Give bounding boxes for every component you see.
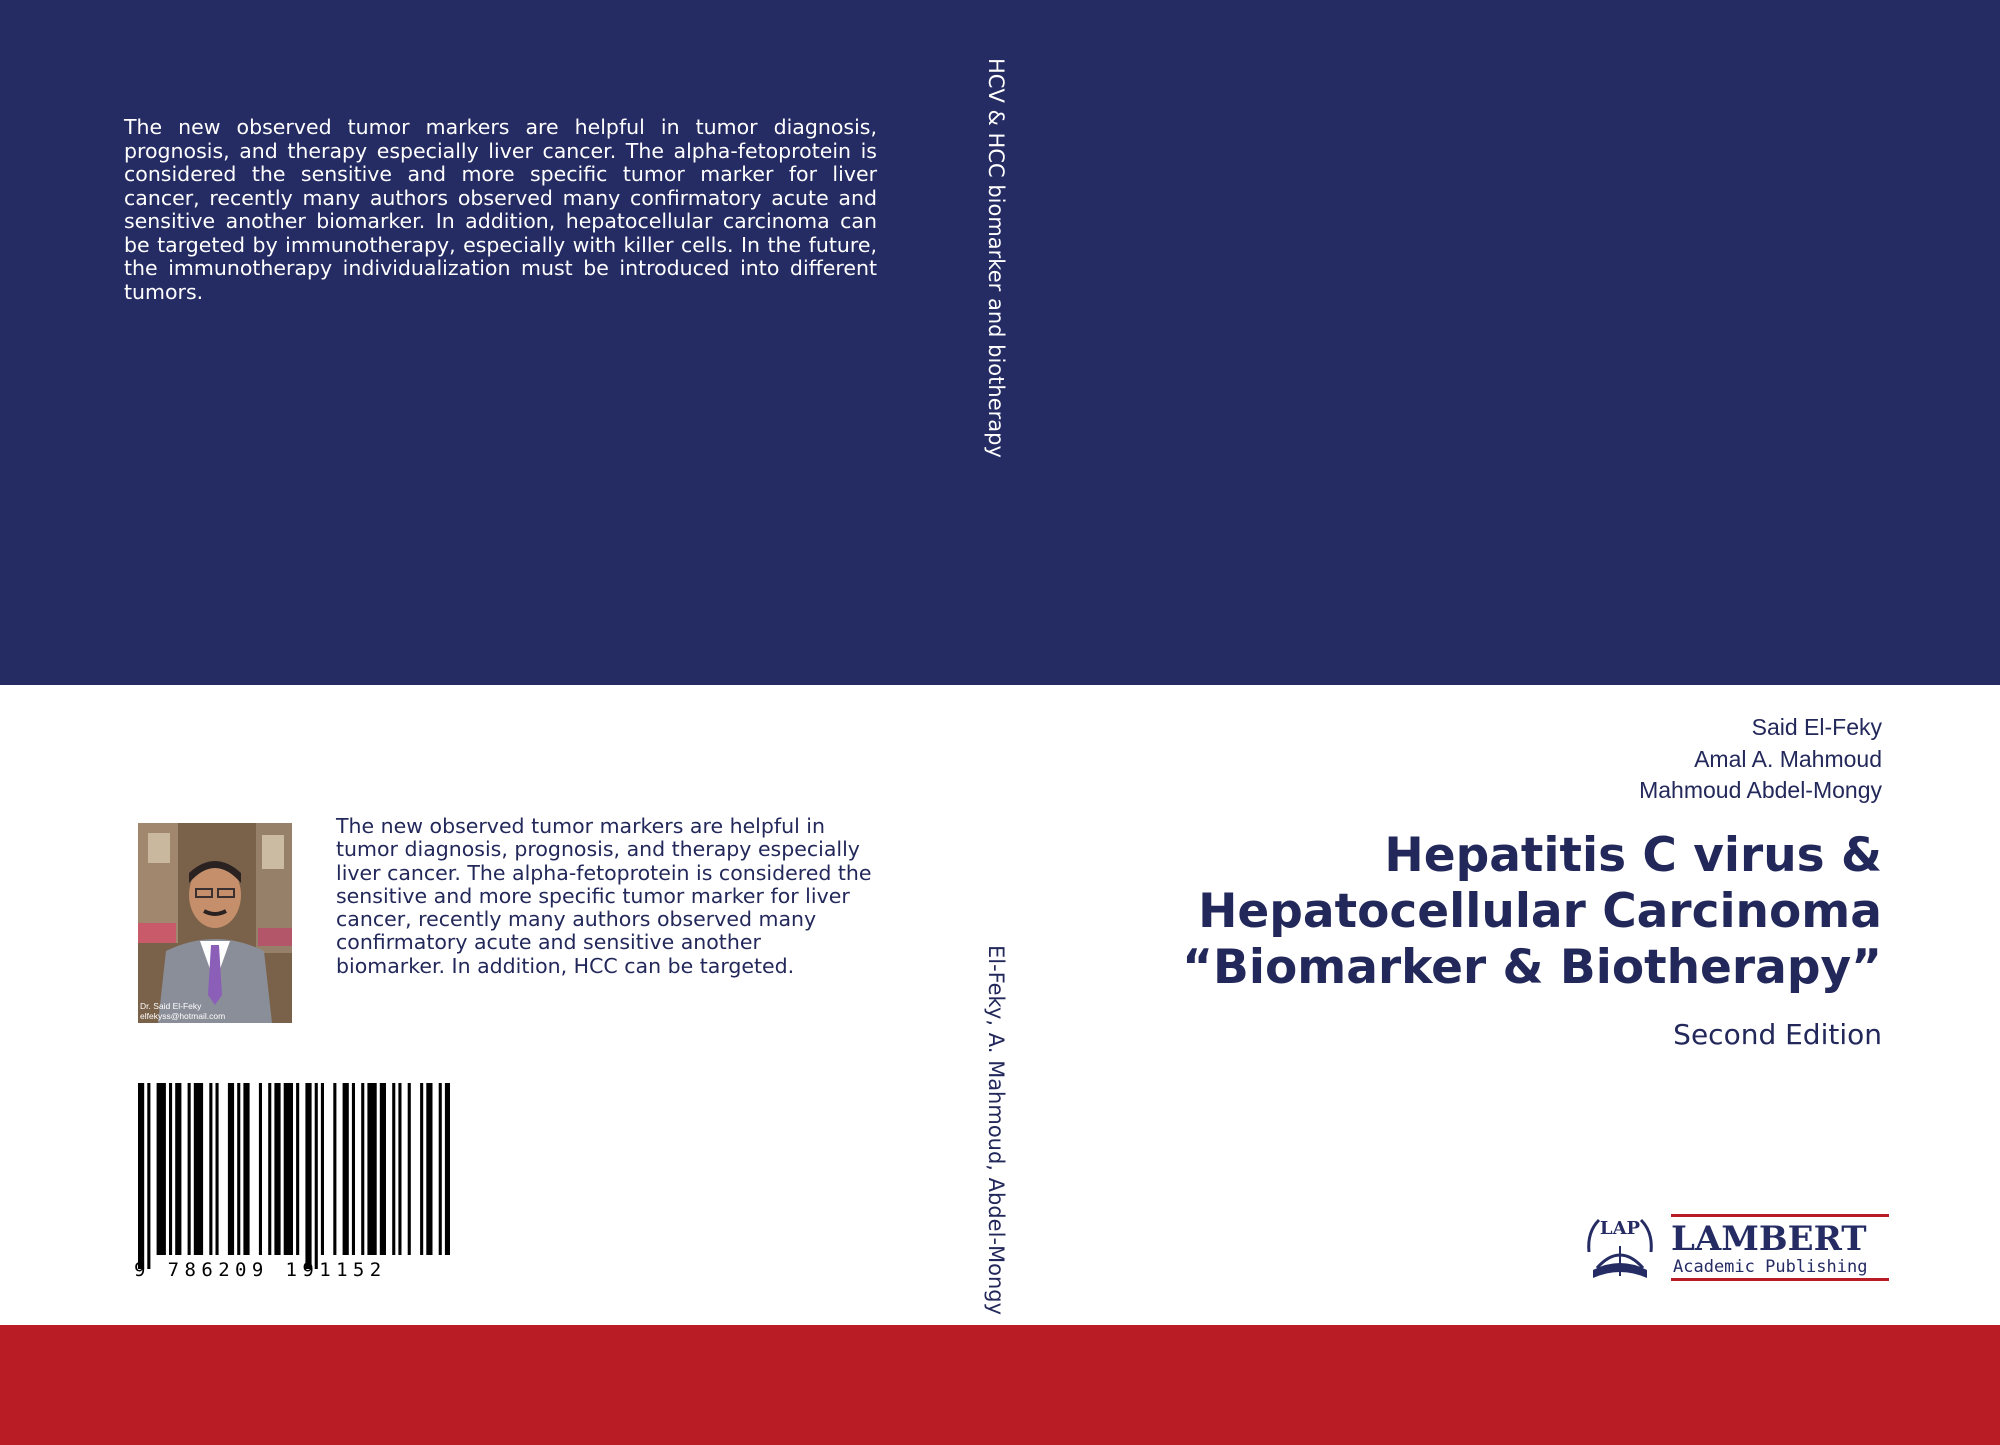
book-title-line: “Biomarker & Biotherapy” [1182, 940, 1882, 995]
front-authors [1639, 712, 1882, 807]
publisher-name: LAMBERT [1671, 1219, 1867, 1259]
barcode-bar [367, 1083, 376, 1255]
barcode-bar [361, 1083, 364, 1255]
barcode-bar [296, 1083, 299, 1255]
publisher-subtitle: Academic Publishing [1673, 1257, 1868, 1277]
spine-authors: El-Feky, A. Mahmoud, Abdel-Mongy [984, 945, 1008, 1316]
barcode-bar [445, 1083, 450, 1255]
barcode-bar [398, 1083, 401, 1255]
photo-caption-email: elfekyss@hotmail.com [140, 1011, 226, 1021]
barcode-bar [352, 1083, 355, 1255]
barcode-bar [439, 1083, 442, 1255]
barcode-bar [216, 1083, 219, 1255]
barcode-bar [274, 1083, 280, 1255]
barcode-bar [426, 1083, 432, 1255]
barcode-bar [237, 1083, 240, 1255]
edition-label: Second Edition [1673, 1018, 1882, 1051]
barcode-digits: 9 786209 191152 [134, 1259, 387, 1281]
lap-emblem-text: LAP [1599, 1218, 1641, 1239]
author-photo [138, 823, 292, 1023]
publisher-logo [1585, 1212, 1893, 1286]
back-cover-blurb: The new observed tumor markers are helpful in tumor diagnosis, prognosis, and therapy especially liver cancer. The alpha-fetoprotein is considered the sensitive and more specific tumor marker for liver cancer, recently many authors observed many confirmatory acute and sensitive another biomarker. In addition, hepatocellular carcinoma can be targeted by immunotherapy, especially with killer cells. In the future, the immunotherapy individualization must be introduced into different tumors. [124, 115, 877, 304]
barcode-bar [321, 1083, 324, 1255]
author-portrait [138, 823, 292, 1023]
spine-title: HCV & HCC biomarker and biotherapy [984, 58, 1008, 458]
barcode-bar [408, 1083, 411, 1255]
barcode-bar [175, 1083, 181, 1255]
cover-bottom-band [0, 1325, 2000, 1445]
barcode-bar [194, 1083, 203, 1255]
barcode-bar [343, 1083, 349, 1255]
barcode-bars [134, 1083, 450, 1275]
author-name: Said El-Feky [1751, 714, 1882, 740]
book-title-line: Hepatocellular Carcinoma [1198, 884, 1882, 939]
barcode-bar [315, 1083, 318, 1269]
barcode-bar [284, 1083, 293, 1255]
barcode-bar [138, 1083, 144, 1269]
barcode-bar [169, 1083, 172, 1255]
barcode-bar [259, 1083, 262, 1255]
barcode-bar [380, 1083, 386, 1255]
barcode-bar [305, 1083, 311, 1269]
barcode-bar [333, 1083, 336, 1255]
barcode-bar [228, 1083, 234, 1255]
barcode-bar [392, 1083, 395, 1255]
photo-caption-name: Dr. Said El-Feky [140, 1001, 202, 1011]
barcode-bar [209, 1083, 212, 1255]
author-name: Amal A. Mahmoud [1694, 745, 1882, 772]
author-name: Mahmoud Abdel-Mongy [1639, 777, 1882, 803]
isbn-barcode [134, 1083, 450, 1283]
barcode-bar [243, 1083, 249, 1255]
barcode-bar [188, 1083, 191, 1255]
photo-caption [140, 1001, 225, 1021]
book-title-line: Hepatitis C virus & [1384, 828, 1882, 883]
author-bio: The new observed tumor markers are helpful in tumor diagnosis, prognosis, and therapy especially liver cancer. The alpha-fetoprotein is considered the sensitive and more specific tumor marker for liver cancer, recently many authors observed many confirmatory acute and sensitive another biomarker. In addition, HCC can be targeted. [336, 814, 872, 978]
barcode-bar [420, 1083, 423, 1255]
lap-logo-mark [1585, 1212, 1893, 1286]
barcode-bar [147, 1083, 150, 1269]
book-title [1122, 828, 1882, 996]
barcode-bar [268, 1083, 271, 1255]
barcode-bar [157, 1083, 166, 1255]
